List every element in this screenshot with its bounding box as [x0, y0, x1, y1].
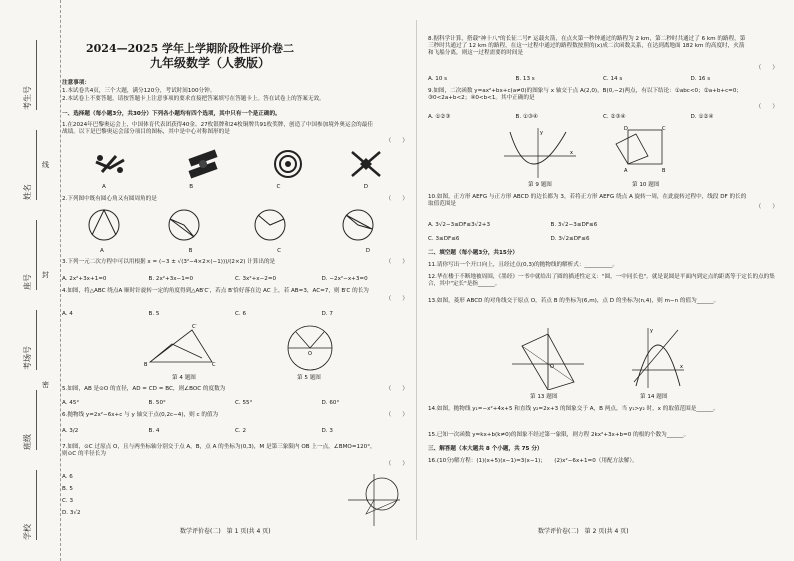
option-label: D. ①②④ — [690, 114, 714, 120]
svg-text:y: y — [540, 130, 543, 136]
binding-line — [36, 40, 37, 110]
option-label: B. 13 s — [515, 76, 535, 82]
q9-options — [428, 114, 778, 121]
option-label: A — [100, 248, 104, 254]
question-1-text: 1.在2024年巴黎奥运会上，中国体育代表团获得40金、27枚银牌和24枚铜牌共91枚奖牌，创造了中国参加境外奥运会的最佳战绩。以下是巴黎奥运会部分项目的图标，其中是中心对称图形的是 — [62, 122, 373, 136]
figure-q5-circle — [280, 322, 340, 374]
answer-paren: （ ） — [385, 461, 408, 467]
page-2-column — [428, 0, 778, 561]
notes-item: 2.本试卷上不要答题，请按答题卡上注意事项的要求直接把答案填写在答题卡上。答在试卷上的答案无效。 — [62, 96, 325, 102]
answer-paren: （ ） — [385, 296, 408, 302]
option-label: B — [188, 248, 193, 254]
notes-item: 1.本试卷共4页，三个大题，满分120分，考试时间100分钟。 — [62, 88, 216, 94]
seal-char: 封 — [42, 271, 49, 279]
section2-heading: 二、填空题（每小题3分，共15分） — [428, 250, 518, 256]
column-divider — [416, 20, 417, 540]
option-label: D. 3 — [321, 428, 333, 434]
section3-heading: 三、解答题（本大题共 8 个小题，共 75 分） — [428, 446, 543, 452]
option-label: A. 3/2 — [62, 428, 79, 434]
option-label: D. −2x²−x+3=0 — [321, 276, 368, 282]
wrestling-icon — [96, 155, 124, 173]
question-5-text: 5.如图，AB 是⊙O 的直径，AD = CD = BC，则∠BOC 的度数为 — [62, 386, 226, 392]
svg-text:x: x — [680, 364, 683, 370]
option-label: C — [277, 248, 282, 254]
figure-q13-rhombus — [508, 324, 588, 390]
option-label: C. 55° — [235, 400, 253, 406]
seal-char: 线 — [42, 161, 49, 169]
circle-figure-b — [169, 210, 199, 240]
question-15-text: 15.已知一次函数 y=kx+b(k≠0)的图象不经过第一象限，则方程 2kx²+3x+b=0 的根的个数为______。 — [428, 432, 690, 438]
option-label: C. 2 — [235, 428, 247, 434]
question-16-text: 16.(10分)解方程：(1)(x+5)(x−1)=3(x−1)； (2)x²−6x+1=0（用配方法解）。 — [428, 458, 638, 464]
svg-text:y: y — [650, 328, 653, 334]
answer-paren: （ ） — [755, 65, 778, 71]
page-footer-left: 数学评价卷(二) 第 1 页(共 4 页) — [180, 528, 271, 535]
option-label: A. ①②③ — [428, 114, 451, 120]
figure-q4-rotation — [142, 322, 232, 372]
figure-caption: 第 5 题图 — [297, 375, 321, 381]
option-label: D. 60° — [321, 400, 340, 406]
option-label: B. 50° — [148, 400, 166, 406]
question-8-text: 8.据科学计算，搭载"神十八"的长征二号F 运载火箭，在点火第一秒钟通过的路程为 2 km，第二秒时共通过了 6 km 的路程，第三秒时共通过了 12 km 的路程，在这一过程中通过的路程数按照的(x)成二次函数关系，在达到离地面 182 km 的高度时，火箭和飞船分离，则这一过程需要的时间是 — [428, 36, 746, 57]
option-label: B. ①③④ — [515, 114, 538, 120]
option-label: D — [365, 248, 370, 254]
question-4-text: 4.如图，将△ABC 绕点A 顺时针旋转一定的角度得到△AB′C′，若点 B′恰好落在边 AC 上，若 AB=3，AC=7，则 B′C 的长为 — [62, 288, 369, 294]
option-label: A. 2x²+3x+1=0 — [62, 276, 107, 282]
q7-option-a: A. 6 — [62, 474, 73, 480]
svg-text:C′: C′ — [192, 324, 197, 330]
answer-paren: （ ） — [755, 204, 778, 210]
binding-field-room: 考场号 — [23, 346, 32, 370]
circle-figure-d — [343, 210, 373, 240]
option-label: D — [363, 184, 369, 190]
svg-text:C: C — [662, 126, 666, 132]
exam-title: 2024—2025 学年上学期阶段性评价卷二 — [86, 42, 295, 55]
option-label: C. ②③④ — [603, 114, 626, 120]
figure-caption: 第 4 题图 — [172, 375, 196, 381]
binding-field-seat: 座号 — [23, 274, 32, 290]
answer-paren: （ ） — [385, 196, 408, 202]
option-label: A. 45° — [62, 400, 80, 406]
binding-line — [36, 310, 37, 370]
figure-caption: 第 10 题图 — [632, 182, 660, 188]
circle-figure-c — [255, 210, 285, 240]
question-10-text: 10.如图，正方形 AEFG 与正方形 ABCD 的边长都为 3，若将正方形 AEFG 绕点 A 旋转一周，在此旋转过程中，线段 DF 的长的取值范围是 — [428, 194, 747, 208]
question-1 — [62, 122, 408, 136]
q2-circle-figures — [82, 205, 392, 247]
answer-paren: （ ） — [385, 138, 408, 144]
answer-paren: （ ） — [755, 104, 778, 110]
binding-field-student-no: 考生号 — [23, 86, 32, 110]
svg-text:D: D — [624, 126, 628, 132]
binding-field-school: 学校 — [23, 524, 32, 540]
exam-subtitle: 九年级数学（人教版） — [150, 56, 271, 70]
question-11-text: 11.请你写出一个开口向上，且经过点(0,3)的抛物线的解析式：__________。 — [428, 262, 618, 268]
svg-text:B: B — [662, 168, 666, 174]
question-3-text: 3.下列一元二次方程中可以用根据 x = (−3 ± √(3²−4×2×(−1)))/(2×2) 计算出的是 — [62, 259, 276, 265]
question-9-text: 9.如图，二次函数 y=ax²+bx+c(a≠0)的图象与 x 轴交于点 A(2,0)，B(0,−2)两点，有以下结论：①abc<0；②a+b+c=0；③0<2a+b<2；④0<b<1。其中正确的是 — [428, 88, 742, 102]
option-label: C. 6 — [235, 311, 247, 317]
figure-q7-circle-axes — [344, 470, 404, 530]
q7-option-d: D. 3√2 — [62, 510, 81, 516]
option-label: B. 5 — [148, 311, 160, 317]
svg-text:x: x — [570, 150, 573, 156]
option-label: B. 4 — [148, 428, 160, 434]
figure-q9-parabola — [500, 126, 580, 180]
figure-caption: 第 9 题图 — [528, 182, 552, 188]
q2-options — [62, 248, 408, 255]
figure-caption: 第 13 题图 — [530, 394, 558, 400]
figure-q14-parabola-line — [628, 324, 688, 390]
svg-text:O: O — [550, 364, 554, 370]
fencing-icon — [352, 152, 380, 176]
binding-strip — [0, 0, 61, 561]
question-2-text: 2.下列图中既有圆心角又有圆周角的是 — [62, 196, 157, 202]
svg-text:B: B — [144, 362, 148, 368]
q7-option-b: B. 5 — [62, 486, 73, 492]
binding-line — [36, 220, 37, 290]
notes-heading: 注意事项： — [62, 80, 90, 86]
figure-q10-squares — [614, 124, 678, 182]
question-6-text: 6.抛物线 y=2x²−6x+c 与 y 轴交于点(0,2c−4)，则 c 的值为 — [62, 412, 219, 418]
q10-options-row2 — [428, 236, 673, 243]
binding-line — [36, 470, 37, 540]
answer-paren: （ ） — [385, 386, 408, 392]
question-12-text: 12.华在楼于不断地被周围，《墨经》一书中就给出了圆的描述性定义："圆，一中同长也"。就是说圆是平面内到定点的距离等于定长的点的集合，其中"定长"是指______。 — [428, 274, 775, 288]
section1-heading: 一、选择题（每小题3分，共30分）下列各小题均有四个选项，其中只有一个是正确的。 — [62, 111, 281, 117]
q4-options — [62, 311, 408, 318]
option-label: C. 14 s — [603, 76, 623, 82]
option-label: D. 7 — [321, 311, 333, 317]
svg-text:A: A — [624, 168, 628, 174]
page-1-column — [62, 0, 408, 561]
binding-field-name: 姓名 — [23, 184, 32, 200]
q1-options — [62, 184, 408, 191]
option-label: D. 3√2≤DF≤6 — [550, 236, 590, 242]
option-label: B. 3√2−3≤DF≤6 — [550, 222, 598, 228]
seal-char: 密 — [42, 381, 49, 389]
option-label: B — [189, 184, 194, 190]
option-label: C — [276, 184, 281, 190]
q3-options — [62, 276, 408, 283]
q1-olympic-icons — [90, 148, 390, 182]
option-label: A. 4 — [62, 311, 73, 317]
page-footer-right: 数学评价卷(二) 第 2 页(共 4 页) — [538, 528, 629, 535]
option-label: B. 2x²+3x−1=0 — [148, 276, 194, 282]
q8-options — [428, 76, 778, 83]
option-label: A. 10 s — [428, 76, 448, 82]
question-7-text: 7.如图，⊙C 过原点 O，且与两坐标轴分别交于点 A，B，点 A 的坐标为(0,3)，M 是第三象限内 OB 上一点，∠BMO=120°，则⊙C 的半径长为 — [62, 444, 376, 458]
question-14-text: 14.如图，抛物线 y₁=−x²+4x+5 和直线 y₂=2x+3 的图象交于 A，B 两点，当 y₁>y₂ 时，x 的取值范围是______。 — [428, 406, 719, 412]
option-label: A. 3√2−3≤DF≤3√2+3 — [428, 222, 491, 228]
question-13-text: 13.如图，菱形 ABCD 的对角线交于原点 O，若点 B 的坐标为(6,m)，点 D 的坐标为(n,4)，则 m−n 的值为______。 — [428, 298, 720, 304]
svg-text:C: C — [212, 362, 216, 368]
binding-field-class: 班级 — [23, 434, 32, 450]
q7-option-c: C. 3 — [62, 498, 74, 504]
circle-figure-a — [89, 210, 119, 240]
answer-paren: （ ） — [385, 412, 408, 418]
svg-text:O: O — [308, 351, 312, 357]
answer-paren: （ ） — [385, 259, 408, 265]
binding-line — [36, 390, 37, 450]
q6-options — [62, 428, 408, 435]
q5-options — [62, 400, 408, 407]
option-label: D. 16 s — [690, 76, 711, 82]
option-label: C. 3≤DF≤6 — [428, 236, 460, 242]
option-label: C. 3x²+x−2=0 — [235, 276, 277, 282]
binding-line — [36, 130, 37, 200]
option-label: A — [102, 184, 106, 190]
target-icon — [275, 151, 301, 177]
figure-caption: 第 14 题图 — [640, 394, 668, 400]
q10-options-row1 — [428, 222, 673, 229]
gymnastics-icon — [188, 149, 217, 178]
